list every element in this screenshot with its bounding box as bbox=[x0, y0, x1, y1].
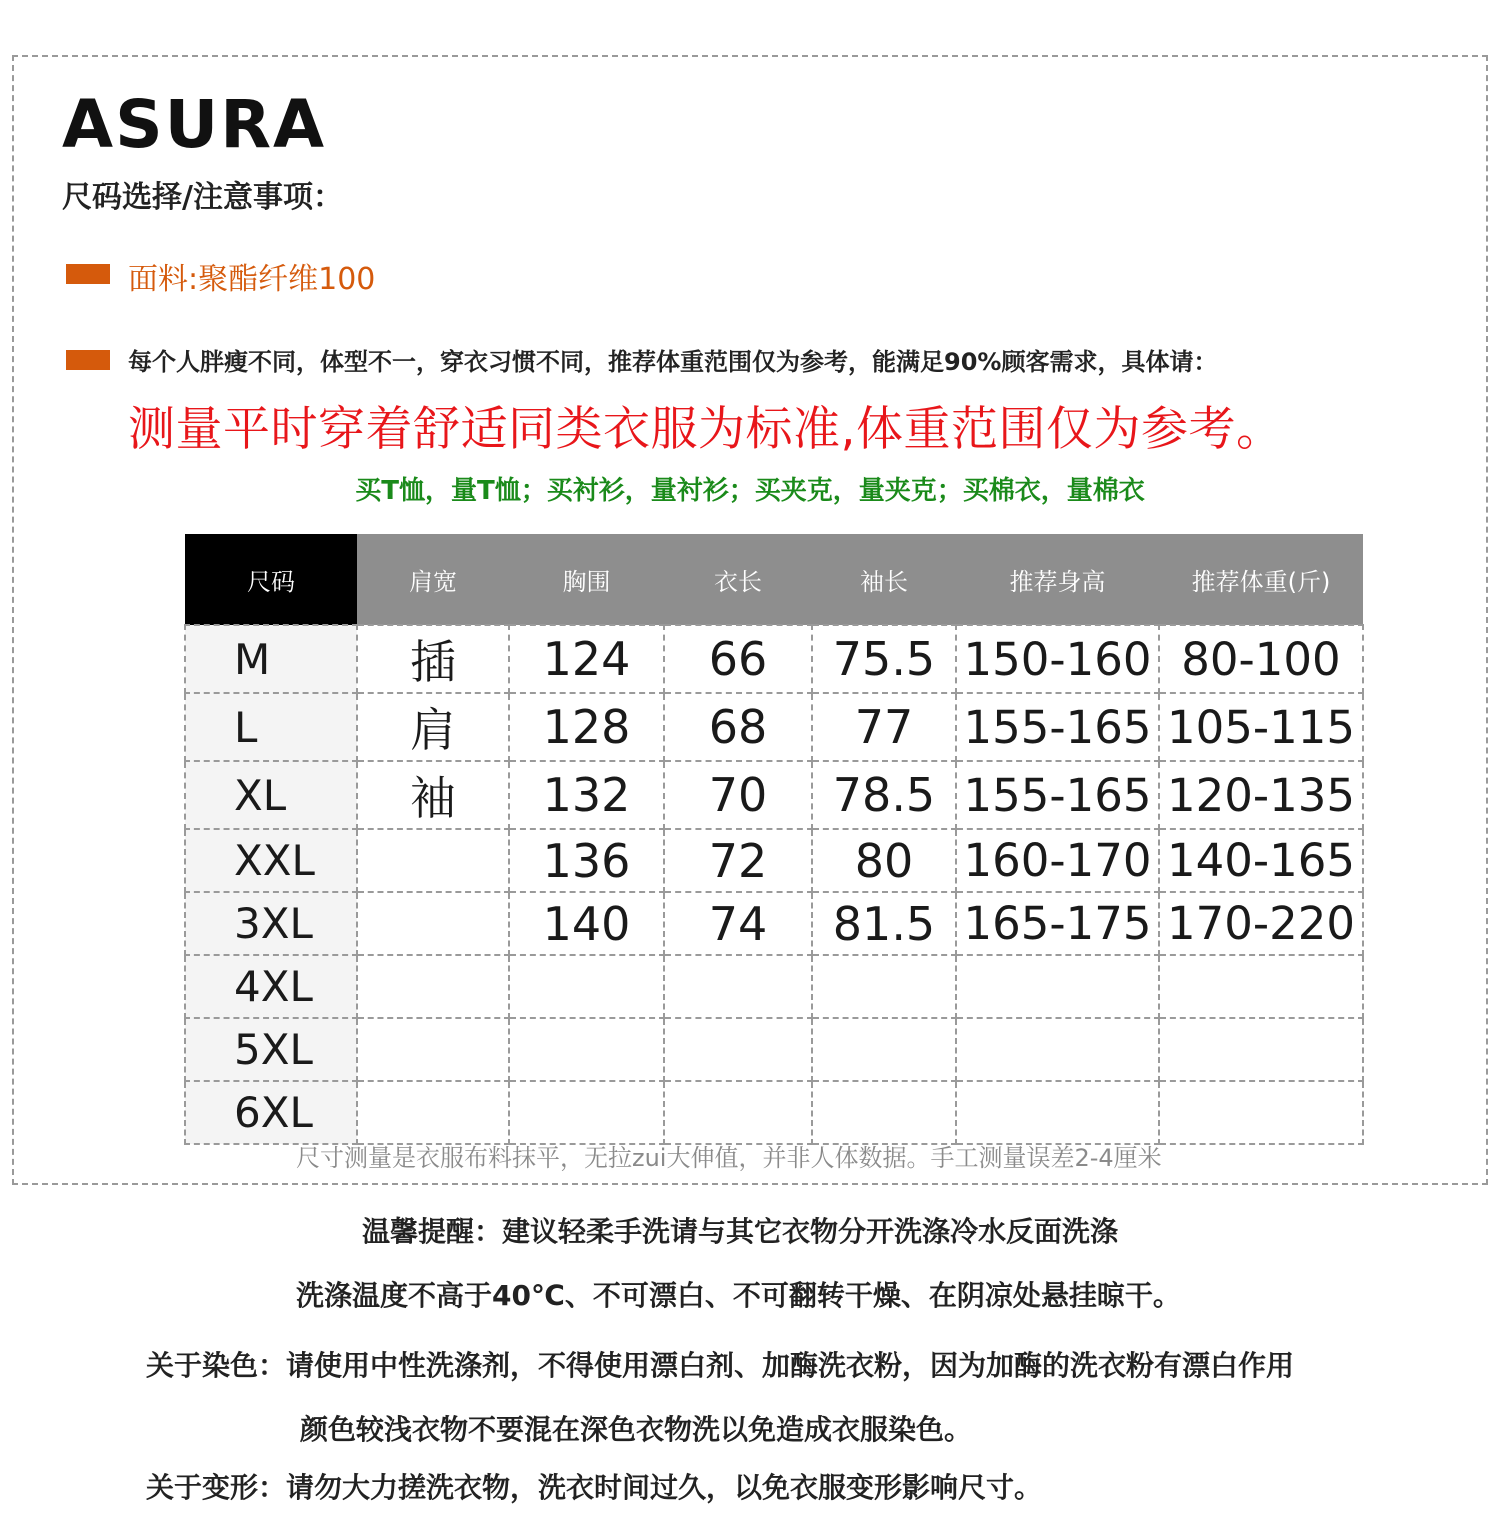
cell-shoulder bbox=[357, 892, 509, 955]
header-size: 尺码 bbox=[185, 534, 357, 625]
measure-highlight: 测量平时穿着舒适同类衣服为标准,体重范围仅为参考。 bbox=[128, 402, 1284, 457]
header-shoulder: 肩宽 bbox=[357, 534, 509, 625]
cell-size: 6XL bbox=[185, 1081, 357, 1144]
cell-length: 74 bbox=[664, 892, 812, 955]
cell-length: 68 bbox=[664, 693, 812, 761]
table-row bbox=[185, 1081, 1363, 1144]
cell-chest bbox=[509, 955, 664, 1018]
table-row bbox=[185, 1018, 1363, 1081]
size-table bbox=[184, 534, 1364, 1145]
cell-chest: 136 bbox=[509, 829, 664, 892]
fit-notice: 每个人胖瘦不同，体型不一，穿衣习惯不同，推荐体重范围仅为参考，能满足90%顾客需求，具体请： bbox=[128, 348, 1218, 376]
header-height: 推荐身高 bbox=[956, 534, 1159, 625]
table-row bbox=[185, 693, 1363, 761]
cell-chest bbox=[509, 1018, 664, 1081]
cell-sleeve: 77 bbox=[812, 693, 956, 761]
cell-length bbox=[664, 1018, 812, 1081]
cell-sleeve bbox=[812, 955, 956, 1018]
cell-weight: 140-165 bbox=[1159, 829, 1363, 892]
measurement-note: 尺寸测量是衣服布料抹平，无拉zui大伸值，并非人体数据。手工测量误差2-4厘米 bbox=[296, 1144, 1162, 1172]
cell-size: 4XL bbox=[185, 955, 357, 1018]
table-header-row bbox=[185, 534, 1363, 625]
cell-height bbox=[956, 1018, 1159, 1081]
cell-size: 5XL bbox=[185, 1018, 357, 1081]
cell-shoulder bbox=[357, 955, 509, 1018]
cell-chest: 132 bbox=[509, 761, 664, 829]
cell-length: 70 bbox=[664, 761, 812, 829]
cell-size: XL bbox=[185, 761, 357, 829]
table-row bbox=[185, 892, 1363, 955]
cell-height: 150-160 bbox=[956, 625, 1159, 693]
fabric-info: 面料:聚酯纤维100 bbox=[128, 262, 376, 297]
care-washing-temp: 洗涤温度不高于40℃、不可漂白、不可翻转干燥、在阴凉处悬挂晾干。 bbox=[296, 1279, 1181, 1312]
cell-height: 160-170 bbox=[956, 829, 1159, 892]
cell-sleeve: 80 bbox=[812, 829, 956, 892]
care-warm-reminder: 温馨提醒：建议轻柔手洗请与其它衣物分开洗涤冷水反面洗涤 bbox=[362, 1215, 1119, 1248]
cell-chest bbox=[509, 1081, 664, 1144]
cell-shoulder bbox=[357, 829, 509, 892]
table-row bbox=[185, 625, 1363, 693]
brand-logo: ASURA bbox=[62, 86, 327, 163]
cell-size: L bbox=[185, 693, 357, 761]
cell-length bbox=[664, 1081, 812, 1144]
care-dyeing-detail: 颜色较浅衣物不要混在深色衣物洗以免造成衣服染色。 bbox=[300, 1413, 973, 1446]
care-dyeing: 关于染色：请使用中性洗涤剂，不得使用漂白剂、加酶洗衣粉，因为加酶的洗衣粉有漂白作用 bbox=[146, 1349, 1295, 1382]
cell-size: 3XL bbox=[185, 892, 357, 955]
cell-weight: 120-135 bbox=[1159, 761, 1363, 829]
page-title: 尺码选择/注意事项： bbox=[62, 180, 343, 215]
cell-weight: 80-100 bbox=[1159, 625, 1363, 693]
cell-sleeve bbox=[812, 1018, 956, 1081]
header-sleeve: 袖长 bbox=[812, 534, 956, 625]
table-row bbox=[185, 829, 1363, 892]
cell-weight bbox=[1159, 955, 1363, 1018]
header-weight: 推荐体重(斤) bbox=[1159, 534, 1363, 625]
cell-shoulder: 插 bbox=[357, 625, 509, 693]
cell-shoulder: 肩 bbox=[357, 693, 509, 761]
table-row bbox=[185, 761, 1363, 829]
notice-bullet-icon bbox=[66, 350, 110, 370]
cell-weight bbox=[1159, 1081, 1363, 1144]
cell-length bbox=[664, 955, 812, 1018]
table-row bbox=[185, 955, 1363, 1018]
cell-height: 155-165 bbox=[956, 761, 1159, 829]
cell-length: 72 bbox=[664, 829, 812, 892]
cell-chest: 140 bbox=[509, 892, 664, 955]
cell-shoulder: 袖 bbox=[357, 761, 509, 829]
fabric-bullet-icon bbox=[66, 264, 110, 284]
cell-size: M bbox=[185, 625, 357, 693]
cell-shoulder bbox=[357, 1018, 509, 1081]
measure-tip: 买T恤，量T恤；买衬衫，量衬衫；买夹克，量夹克；买棉衣，量棉衣 bbox=[355, 476, 1145, 506]
cell-sleeve: 78.5 bbox=[812, 761, 956, 829]
cell-height: 155-165 bbox=[956, 693, 1159, 761]
cell-sleeve: 75.5 bbox=[812, 625, 956, 693]
cell-height bbox=[956, 955, 1159, 1018]
header-length: 衣长 bbox=[664, 534, 812, 625]
cell-weight bbox=[1159, 1018, 1363, 1081]
cell-sleeve bbox=[812, 1081, 956, 1144]
cell-chest: 124 bbox=[509, 625, 664, 693]
cell-height: 165-175 bbox=[956, 892, 1159, 955]
cell-length: 66 bbox=[664, 625, 812, 693]
cell-weight: 170-220 bbox=[1159, 892, 1363, 955]
cell-height bbox=[956, 1081, 1159, 1144]
cell-size: XXL bbox=[185, 829, 357, 892]
cell-weight: 105-115 bbox=[1159, 693, 1363, 761]
cell-shoulder bbox=[357, 1081, 509, 1144]
cell-chest: 128 bbox=[509, 693, 664, 761]
cell-sleeve: 81.5 bbox=[812, 892, 956, 955]
header-chest: 胸围 bbox=[509, 534, 664, 625]
care-deformation: 关于变形：请勿大力搓洗衣物，洗衣时间过久，以免衣服变形影响尺寸。 bbox=[146, 1471, 1043, 1504]
